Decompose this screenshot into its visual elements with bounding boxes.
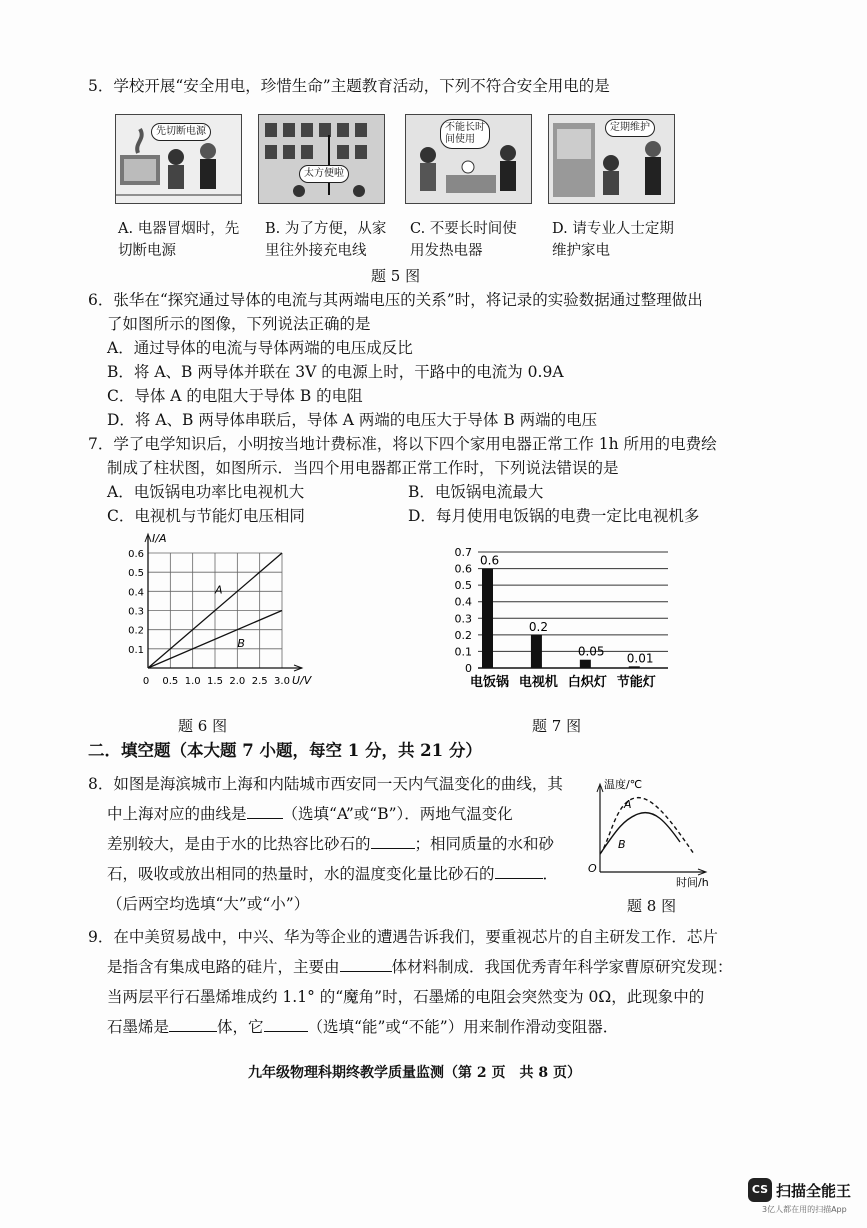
y-axis-label: I/A (152, 532, 167, 545)
curve-label-b: B (618, 838, 626, 851)
category-label: 电饭锅 (469, 675, 510, 690)
q7-option-b: B．电饭锅电流最大 (408, 483, 544, 501)
q8-line-1: 8．如图是海滨城市上海和内陆城市西安同一天内气温变化的曲线，其 (88, 775, 563, 793)
page-footer: 九年级物理科期终教学质量监测（第 2 页 共 8 页） (248, 1065, 581, 1081)
q6-option-a: A．通过导体的电流与导体两端的电压成反比 (107, 339, 413, 357)
y-tick-label: 0.2 (454, 628, 472, 642)
category-label: 白炽灯 (567, 675, 607, 690)
q9-line-1: 9．在中美贸易战中，中兴、华为等企业的遭遇告诉我们，要重视芯片的自主研发工作．芯片 (88, 928, 718, 946)
x-tick-label: 2.5 (251, 676, 268, 687)
q7-caption: 题 7 图 (532, 717, 582, 735)
q9-line-4: 石墨烯是 体，它 （选填“能”或“不能”）用来制作滑动变阻器． (107, 1018, 619, 1036)
q8-line-2: 中上海对应的曲线是 （选填“A”或“B”）．两地气温变化 (107, 805, 513, 823)
x-axis-label: 时间/h (676, 876, 709, 889)
section2-title: 二．填空题（本大题 7 小题，每空 1 分，共 21 分） (88, 741, 482, 760)
q8-caption: 题 8 图 (627, 897, 677, 915)
y-tick-label: 0.4 (128, 587, 144, 599)
y-tick-label: 0.5 (454, 579, 472, 593)
q5-option-d: D. 请专业人士定期 维护家电 (552, 221, 674, 259)
q5-caption: 题 5 图 (371, 267, 421, 285)
y-tick-label: 0.1 (128, 644, 144, 656)
q5-option-c: C. 不要长时间使 用发热电器 (410, 221, 517, 259)
q7-option-a: A．电饭锅电功率比电视机大 (107, 483, 305, 501)
q8-line-4: 石，吸收或放出相同的热量时，水的温度变化量比砂石的 ． (107, 865, 559, 883)
q6-option-b: B．将 A、B 两导体并联在 3V 的电源上时，干路中的电流为 0.9A (107, 363, 564, 381)
q5-option-b: B. 为了方便，从家 里往外接充电线 (265, 221, 387, 259)
bar-value-label: 0.01 (626, 651, 654, 666)
x-tick-label: 1.5 (207, 676, 223, 687)
q6-line-2: 了如图所示的图像，下列说法正确的是 (107, 315, 371, 333)
q9-line-3: 当两层平行石墨烯堆成约 1.1° 的“魔角”时，石墨烯的电阻会突然变为 0Ω，此现象中的 (107, 988, 705, 1006)
q5-bubble-c: 不能长时间使用 (440, 119, 490, 149)
q8-blank-1[interactable] (247, 818, 283, 819)
watermark-tagline: 3亿人都在用的扫描App (762, 1205, 847, 1214)
q6-option-c: C．导体 A 的电阻大于导体 B 的电阻 (107, 387, 363, 405)
q5-illustration-b (259, 115, 384, 203)
q9-blank-3[interactable] (264, 1031, 308, 1032)
y-tick-label: 0.1 (454, 645, 472, 659)
y-axis-label: 温度/℃ (604, 778, 643, 791)
temperature-chart (580, 772, 720, 890)
q8-line-5: （后两空均选填“大”或“小”） (107, 895, 310, 913)
origin-label: O (588, 862, 597, 875)
watermark-name: 扫描全能王 (776, 1182, 852, 1200)
bar-3 (580, 660, 591, 668)
q7-line-1: 7．学了电学知识后，小明按当地计费标准，将以下四个家用电器正常工作 1h 所用的电费绘 (88, 435, 717, 453)
q5-image-c (405, 114, 532, 204)
q6-option-d: D．将 A、B 两导体串联后，导体 A 两端的电压大于导体 B 两端的电压 (107, 411, 598, 429)
curve-a (600, 798, 694, 854)
bar-1 (482, 569, 493, 668)
bar-2 (531, 635, 542, 668)
q5-bubble-a: 先切断电源 (151, 123, 211, 141)
x-axis-label: U/V (292, 674, 312, 687)
series-label-a: A (215, 583, 223, 597)
iu-chart (118, 528, 328, 703)
y-tick-label: 0.7 (454, 546, 472, 559)
x-tick-label: 0 (142, 676, 150, 687)
y-tick-label: 0.2 (128, 625, 144, 637)
series-label-b: B (237, 636, 245, 650)
q5-option-a: A. 电器冒烟时，先 切断电源 (118, 221, 240, 259)
category-label: 电视机 (518, 675, 558, 690)
x-tick-label: 2.0 (229, 676, 246, 687)
category-label: 节能灯 (616, 675, 656, 690)
camscanner-logo: CS (748, 1178, 772, 1202)
curve-label-a: A (624, 798, 632, 811)
bar-value-label: 0.05 (577, 644, 605, 659)
q8-blank-2[interactable] (371, 848, 415, 849)
q6-caption: 题 6 图 (178, 717, 228, 735)
x-tick-label: 3.0 (274, 676, 290, 687)
q5-image-b (258, 114, 385, 204)
y-tick-label: 0.5 (128, 568, 144, 580)
bar-4 (629, 666, 640, 668)
q9-blank-1[interactable] (340, 971, 392, 972)
q9-line-2: 是指含有集成电路的硅片，主要由 体材料制成．我国优秀青年科学家曹原研究发现： (107, 958, 733, 976)
q5-stem: 5．学校开展“安全用电，珍惜生命”主题教育活动，下列不符合安全用电的是 (88, 77, 610, 95)
q7-option-d: D．每月使用电饭锅的电费一定比电视机多 (408, 507, 700, 525)
y-tick-label: 0.3 (454, 612, 472, 626)
q8-blank-3[interactable] (495, 878, 543, 879)
y-tick-label: 0.6 (128, 549, 144, 560)
q5-image-a (115, 114, 242, 204)
bar-value-label: 0.6 (480, 553, 500, 568)
q5-bubble-d: 定期维护 (605, 119, 655, 137)
y-tick-label: 0 (465, 662, 472, 675)
cost-bar-chart (448, 540, 678, 695)
y-tick-label: 0.3 (128, 606, 144, 618)
q5-bubble-b: 太方便啦 (299, 165, 349, 183)
x-tick-label: 0.5 (162, 676, 179, 687)
x-tick-label: 1.0 (184, 676, 201, 687)
y-tick-label: 0.4 (454, 595, 472, 609)
y-tick-label: 0.6 (454, 562, 472, 576)
q9-blank-2[interactable] (169, 1031, 217, 1032)
q7-option-c: C．电视机与节能灯电压相同 (107, 507, 305, 525)
q8-line-3: 差别较大，是由于水的比热容比砂石的 ；相同质量的水和砂 (107, 835, 555, 853)
bar-value-label: 0.2 (528, 619, 549, 634)
q6-line-1: 6．张华在“探究通过导体的电流与其两端电压的关系”时，将记录的实验数据通过整理做出 (88, 291, 703, 309)
q7-line-2: 制成了柱状图，如图所示．当四个用电器都正常工作时，下列说法错误的是 (107, 459, 619, 477)
q5-image-d (548, 114, 675, 204)
